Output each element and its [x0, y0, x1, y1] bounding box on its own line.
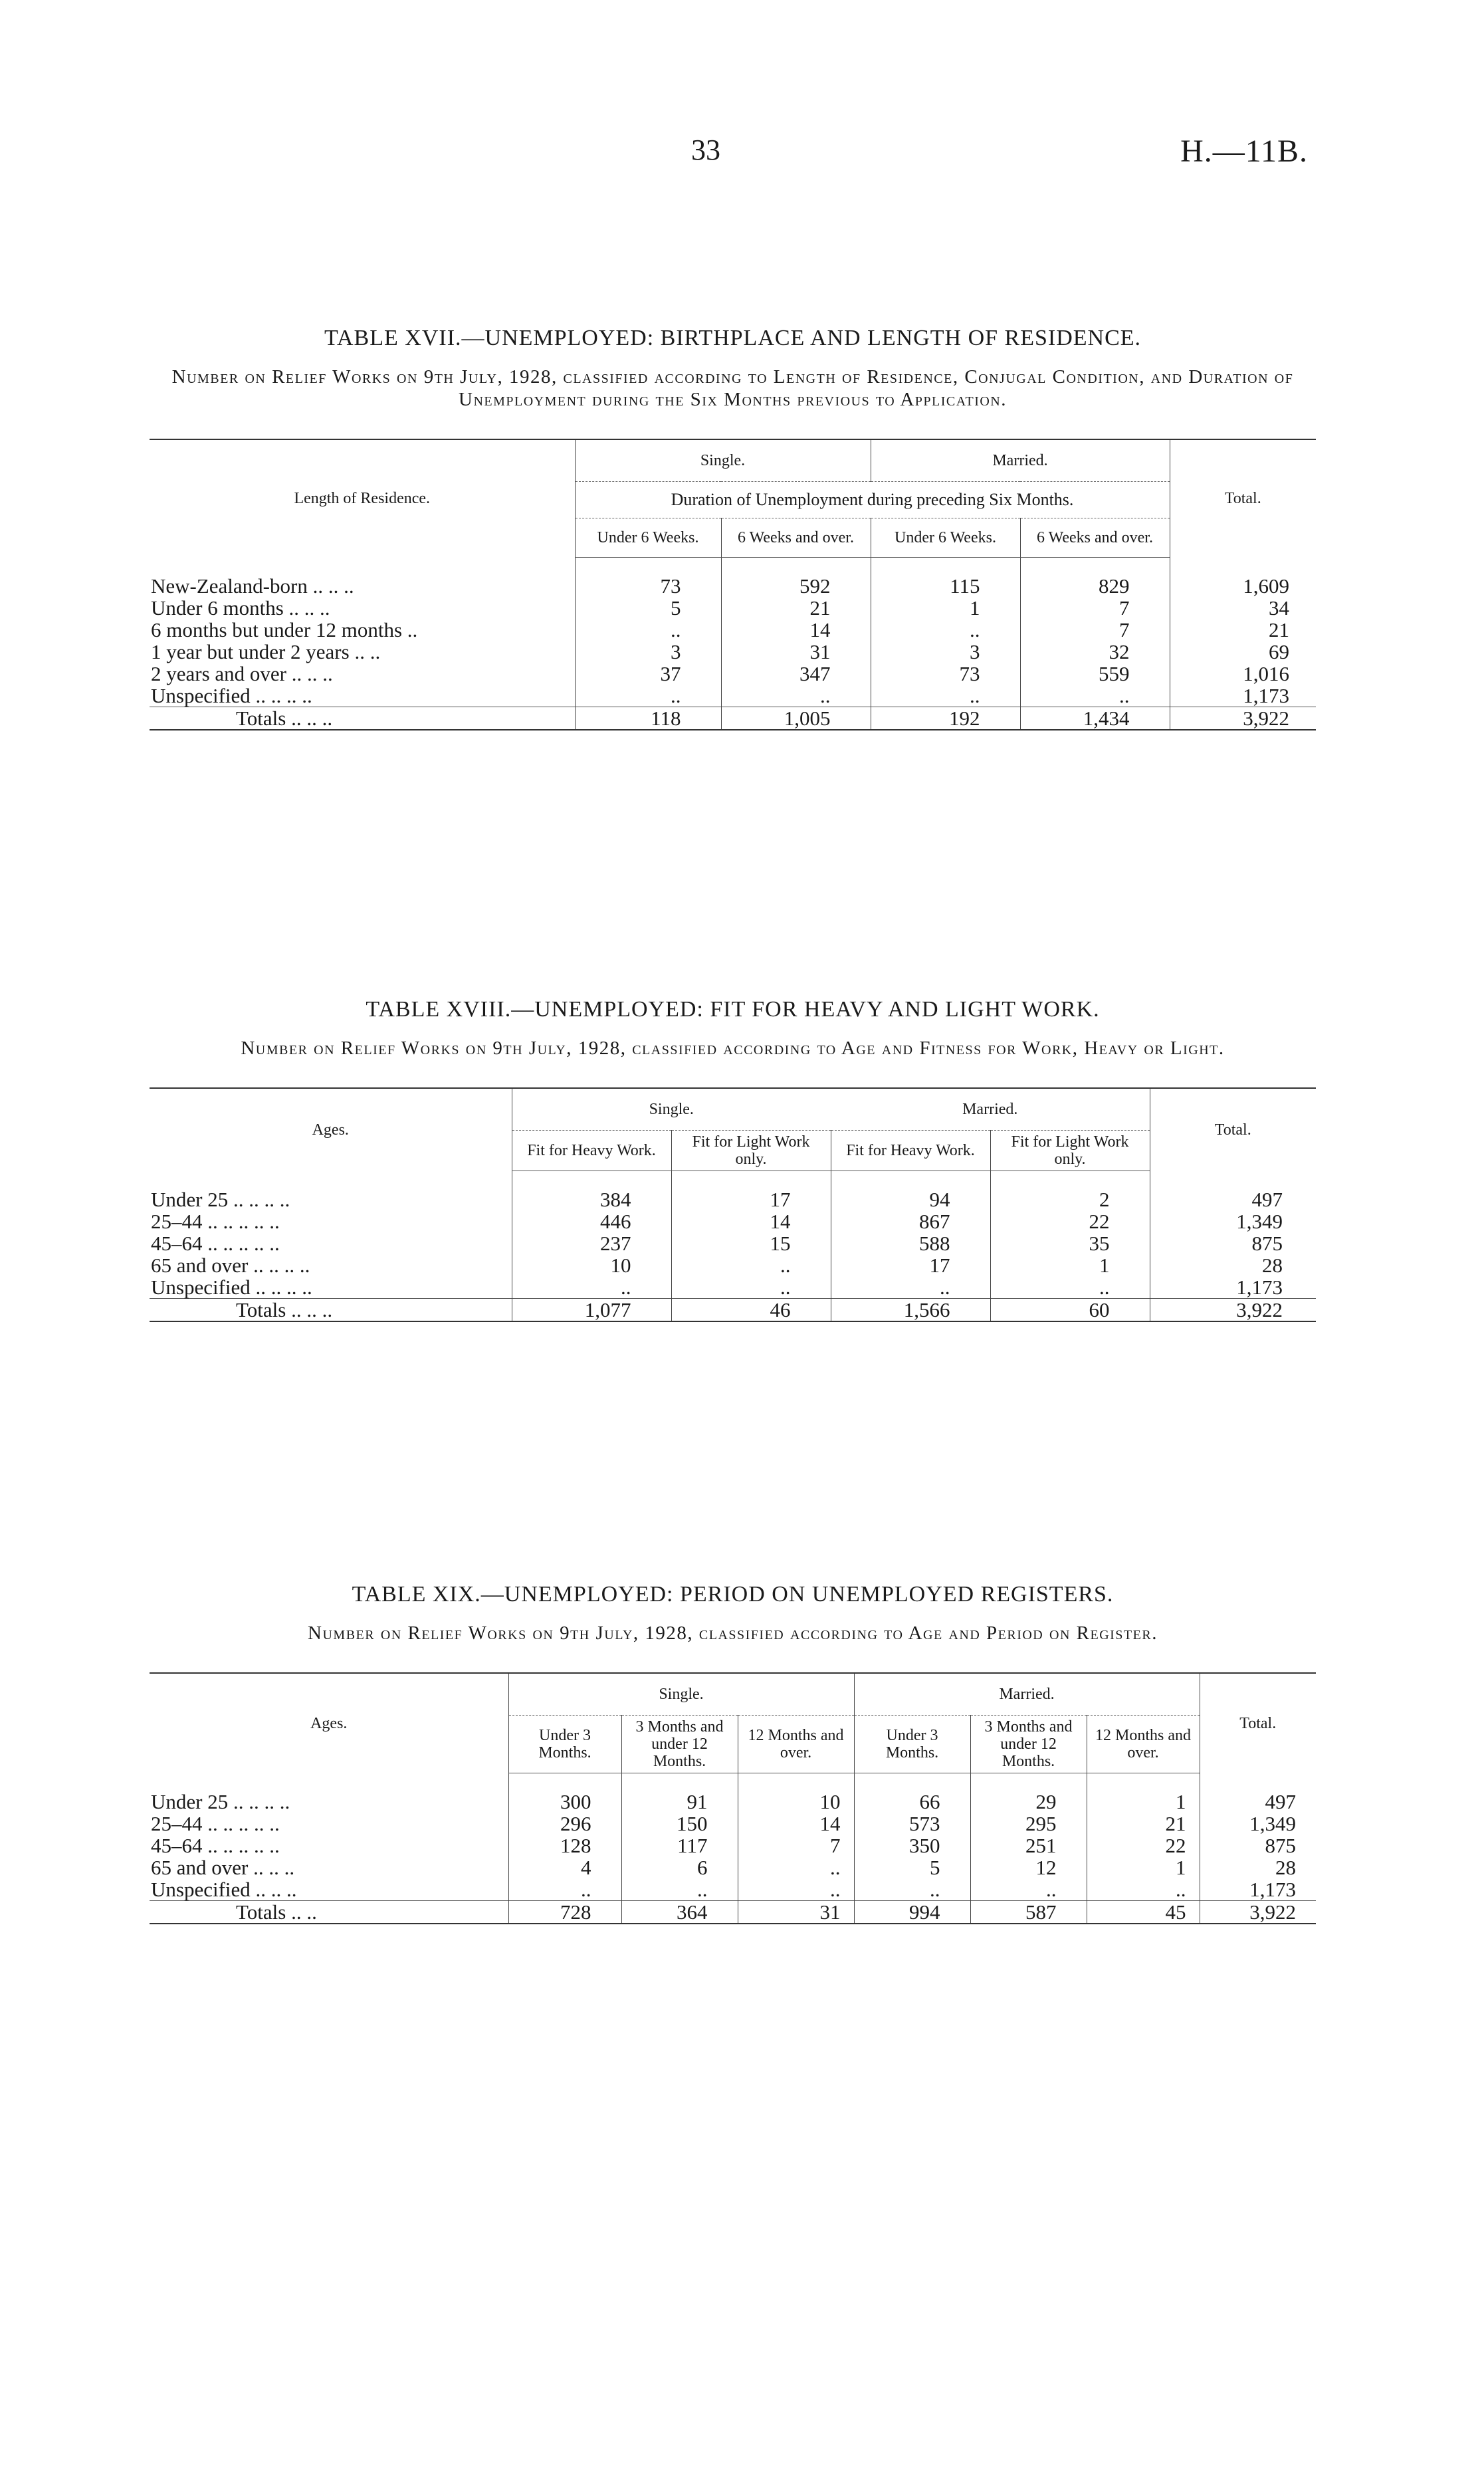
col-header: Under 3 Months. — [854, 1716, 970, 1773]
table-cell: 875 — [1200, 1835, 1316, 1856]
table-cell: 29 — [970, 1791, 1087, 1813]
table-cell: 829 — [1020, 575, 1170, 597]
duration-span-header: Duration of Unemployment during preceding Six Months. — [575, 482, 1170, 518]
table-cell: 5 — [575, 597, 721, 619]
table-cell: 1,077 — [512, 1299, 671, 1322]
table-cell: 7 — [1020, 619, 1170, 641]
table-cell: .. — [575, 685, 721, 707]
table-cell: 69 — [1170, 641, 1316, 663]
table-cell: 592 — [721, 575, 871, 597]
table-cell: 7 — [738, 1835, 854, 1856]
table-cell: 117 — [621, 1835, 738, 1856]
table-cell: 115 — [871, 575, 1020, 597]
table-cell: 1,005 — [721, 707, 871, 730]
row-label: 45–64 .. .. .. .. .. — [151, 1834, 280, 1857]
table-cell: 5 — [854, 1856, 970, 1878]
table-cell: .. — [1087, 1878, 1200, 1901]
table-row — [150, 619, 1316, 641]
row-label: Totals .. .. .. — [150, 707, 575, 730]
group-single: Single. — [508, 1673, 854, 1716]
table-row — [150, 663, 1316, 685]
table-row — [150, 685, 1316, 707]
table-cell: 446 — [512, 1210, 671, 1232]
table-cell: 1,566 — [831, 1299, 990, 1322]
table-cell: .. — [508, 1878, 621, 1901]
table-cell: 559 — [1020, 663, 1170, 685]
table-cell: 2 — [990, 1188, 1150, 1210]
table-cell: 128 — [508, 1835, 621, 1856]
table-cell: 73 — [871, 663, 1020, 685]
table-cell: 14 — [738, 1813, 854, 1835]
col-header: 6 Weeks and over. — [1020, 518, 1170, 558]
table-cell: 1,349 — [1200, 1813, 1316, 1835]
table-cell: 1,609 — [1170, 575, 1316, 597]
row-label: 65 and over .. .. .. — [151, 1856, 295, 1879]
table-cell: 31 — [721, 641, 871, 663]
row-header: Ages. — [310, 1714, 348, 1732]
table-cell: 32 — [1020, 641, 1170, 663]
table-cell: 364 — [621, 1901, 738, 1924]
table-cell: 7 — [1020, 597, 1170, 619]
table-cell: .. — [512, 1276, 671, 1299]
group-single: Single. — [512, 1088, 831, 1131]
table-cell: 1 — [990, 1254, 1150, 1276]
row-label: Unspecified .. .. .. .. — [151, 1276, 312, 1299]
table-17-subtitle: Number on Relief Works on 9th July, 1928, classified according to Length of Residence, Conjugal Condition, and Duration of Unemployment during the Six Months previous to Application. — [171, 366, 1294, 410]
total-header: Total. — [1170, 439, 1316, 558]
row-label: Unspecified .. .. .. — [151, 1878, 297, 1901]
table-cell: 14 — [671, 1210, 831, 1232]
table-cell: 1 — [1087, 1791, 1200, 1813]
row-header: Length of Residence. — [294, 490, 431, 508]
table-cell: 66 — [854, 1791, 970, 1813]
col-header: 12 Months and over. — [1087, 1716, 1200, 1773]
col-header: Fit for Heavy Work. — [831, 1131, 990, 1171]
table-cell: 1,173 — [1150, 1276, 1316, 1299]
table-cell: .. — [671, 1254, 831, 1276]
table-cell: 1 — [871, 597, 1020, 619]
table-cell: .. — [721, 685, 871, 707]
table-cell: 21 — [721, 597, 871, 619]
table-row — [150, 1813, 1316, 1835]
total-header: Total. — [1200, 1673, 1316, 1773]
group-married: Married. — [871, 439, 1170, 482]
table-cell: 994 — [854, 1901, 970, 1924]
row-label: Totals .. .. — [150, 1901, 508, 1924]
table-cell: 3 — [575, 641, 721, 663]
row-label: Under 25 .. .. .. .. — [151, 1790, 290, 1813]
row-label: Under 25 .. .. .. .. — [151, 1188, 290, 1211]
table-cell: .. — [575, 619, 721, 641]
table-cell: 91 — [621, 1791, 738, 1813]
row-label: Totals .. .. .. — [150, 1299, 512, 1322]
row-label: 1 year but under 2 years .. .. — [151, 640, 381, 663]
table-cell: 4 — [508, 1856, 621, 1878]
table-19 — [150, 1672, 1316, 1924]
table-cell: 587 — [970, 1901, 1087, 1924]
table-cell: 28 — [1200, 1856, 1316, 1878]
table-18-title: TABLE XVIII.—UNEMPLOYED: FIT FOR HEAVY AND LIGHT WORK. — [366, 997, 1100, 1022]
table-cell: 60 — [990, 1299, 1150, 1322]
table-cell: 3 — [871, 641, 1020, 663]
table-17-section — [150, 326, 1316, 730]
table-cell: 17 — [831, 1254, 990, 1276]
table-cell: 22 — [990, 1210, 1150, 1232]
totals-row — [150, 1299, 1316, 1322]
table-cell: 497 — [1150, 1188, 1316, 1210]
total-header: Total. — [1150, 1088, 1316, 1171]
table-cell: 12 — [970, 1856, 1087, 1878]
group-single: Single. — [575, 439, 871, 482]
table-cell: 1,016 — [1170, 663, 1316, 685]
table-row — [150, 1276, 1316, 1299]
table-cell: 300 — [508, 1791, 621, 1813]
row-label: 45–64 .. .. .. .. .. — [151, 1232, 280, 1255]
table-cell: 3,922 — [1150, 1299, 1316, 1322]
table-cell: 118 — [575, 707, 721, 730]
table-cell: .. — [970, 1878, 1087, 1901]
table-19-title: TABLE XIX.—UNEMPLOYED: PERIOD ON UNEMPLOYED REGISTERS. — [352, 1582, 1114, 1607]
table-cell: 14 — [721, 619, 871, 641]
col-header: Fit for Light Work only. — [990, 1131, 1150, 1171]
row-label: 65 and over .. .. .. .. — [151, 1254, 310, 1277]
table-cell: 384 — [512, 1188, 671, 1210]
table-cell: 34 — [1170, 597, 1316, 619]
table-cell: 3,922 — [1200, 1901, 1316, 1924]
table-cell: .. — [854, 1878, 970, 1901]
table-19-section — [150, 1582, 1316, 1924]
col-header: 3 Months and under 12 Months. — [970, 1716, 1087, 1773]
table-cell: 1,349 — [1150, 1210, 1316, 1232]
table-row — [150, 1254, 1316, 1276]
table-cell: 150 — [621, 1813, 738, 1835]
table-cell: 94 — [831, 1188, 990, 1210]
table-cell: 73 — [575, 575, 721, 597]
table-cell: 350 — [854, 1835, 970, 1856]
table-19-subtitle: Number on Relief Works on 9th July, 1928, classified according to Age and Period on Register. — [308, 1623, 1158, 1644]
table-cell: 22 — [1087, 1835, 1200, 1856]
row-label: 25–44 .. .. .. .. .. — [151, 1812, 280, 1835]
table-row — [150, 1878, 1316, 1901]
col-header: Under 6 Weeks. — [575, 518, 721, 558]
page-number: 33 — [691, 134, 720, 166]
group-married: Married. — [854, 1673, 1200, 1716]
row-header: Ages. — [312, 1121, 349, 1139]
table-cell: 1,173 — [1200, 1878, 1316, 1901]
col-header: 12 Months and over. — [738, 1716, 854, 1773]
totals-row — [150, 707, 1316, 730]
totals-row — [150, 1901, 1316, 1924]
table-cell: 10 — [512, 1254, 671, 1276]
table-18 — [150, 1087, 1316, 1322]
table-row — [150, 1791, 1316, 1813]
col-header: Fit for Light Work only. — [671, 1131, 831, 1171]
document-reference: H.—11B. — [1180, 134, 1308, 169]
row-label: 25–44 .. .. .. .. .. — [151, 1210, 280, 1233]
table-cell: 3,922 — [1170, 707, 1316, 730]
col-header: 3 Months and under 12 Months. — [621, 1716, 738, 1773]
table-cell: 295 — [970, 1813, 1087, 1835]
table-cell: 588 — [831, 1232, 990, 1254]
table-row — [150, 1835, 1316, 1856]
table-cell: 1,173 — [1170, 685, 1316, 707]
table-cell: 28 — [1150, 1254, 1316, 1276]
table-row — [150, 575, 1316, 597]
table-cell: 37 — [575, 663, 721, 685]
table-cell: 1,434 — [1020, 707, 1170, 730]
table-cell: 251 — [970, 1835, 1087, 1856]
row-label: Unspecified .. .. .. .. — [151, 684, 312, 707]
table-cell: .. — [738, 1878, 854, 1901]
table-cell: 15 — [671, 1232, 831, 1254]
table-cell: 192 — [871, 707, 1020, 730]
table-cell: .. — [1020, 685, 1170, 707]
table-cell: 46 — [671, 1299, 831, 1322]
table-cell: .. — [671, 1276, 831, 1299]
col-header: Under 3 Months. — [508, 1716, 621, 1773]
table-cell: .. — [621, 1878, 738, 1901]
table-18-subtitle: Number on Relief Works on 9th July, 1928, classified according to Age and Fitness for Work, Heavy or Light. — [241, 1038, 1225, 1059]
col-header: 6 Weeks and over. — [721, 518, 871, 558]
row-label: Under 6 months .. .. .. — [151, 596, 330, 619]
table-cell: .. — [871, 619, 1020, 641]
table-cell: .. — [738, 1856, 854, 1878]
table-cell: 573 — [854, 1813, 970, 1835]
col-header: Fit for Heavy Work. — [512, 1131, 671, 1171]
table-row — [150, 1232, 1316, 1254]
table-cell: 31 — [738, 1901, 854, 1924]
table-row — [150, 597, 1316, 619]
table-cell: 45 — [1087, 1901, 1200, 1924]
table-cell: 21 — [1087, 1813, 1200, 1835]
table-cell: 497 — [1200, 1791, 1316, 1813]
table-row — [150, 641, 1316, 663]
table-cell: 10 — [738, 1791, 854, 1813]
row-label: 2 years and over .. .. .. — [151, 662, 333, 685]
table-cell: 35 — [990, 1232, 1150, 1254]
col-header: Under 6 Weeks. — [871, 518, 1020, 558]
table-cell: 17 — [671, 1188, 831, 1210]
table-17 — [150, 439, 1316, 730]
group-married: Married. — [831, 1088, 1150, 1131]
row-label: 6 months but under 12 months .. — [151, 618, 418, 641]
table-17-title: TABLE XVII.—UNEMPLOYED: BIRTHPLACE AND LENGTH OF RESIDENCE. — [324, 326, 1142, 350]
table-row — [150, 1188, 1316, 1210]
row-label: New-Zealand-born .. .. .. — [151, 574, 354, 598]
table-cell: 867 — [831, 1210, 990, 1232]
table-cell: 237 — [512, 1232, 671, 1254]
table-cell: 1 — [1087, 1856, 1200, 1878]
table-cell: .. — [990, 1276, 1150, 1299]
table-cell: 347 — [721, 663, 871, 685]
table-cell: 728 — [508, 1901, 621, 1924]
table-row — [150, 1210, 1316, 1232]
table-cell: .. — [871, 685, 1020, 707]
table-row — [150, 1856, 1316, 1878]
table-18-section — [150, 997, 1316, 1322]
table-cell: 21 — [1170, 619, 1316, 641]
table-cell: .. — [831, 1276, 990, 1299]
table-cell: 296 — [508, 1813, 621, 1835]
table-cell: 875 — [1150, 1232, 1316, 1254]
table-cell: 6 — [621, 1856, 738, 1878]
